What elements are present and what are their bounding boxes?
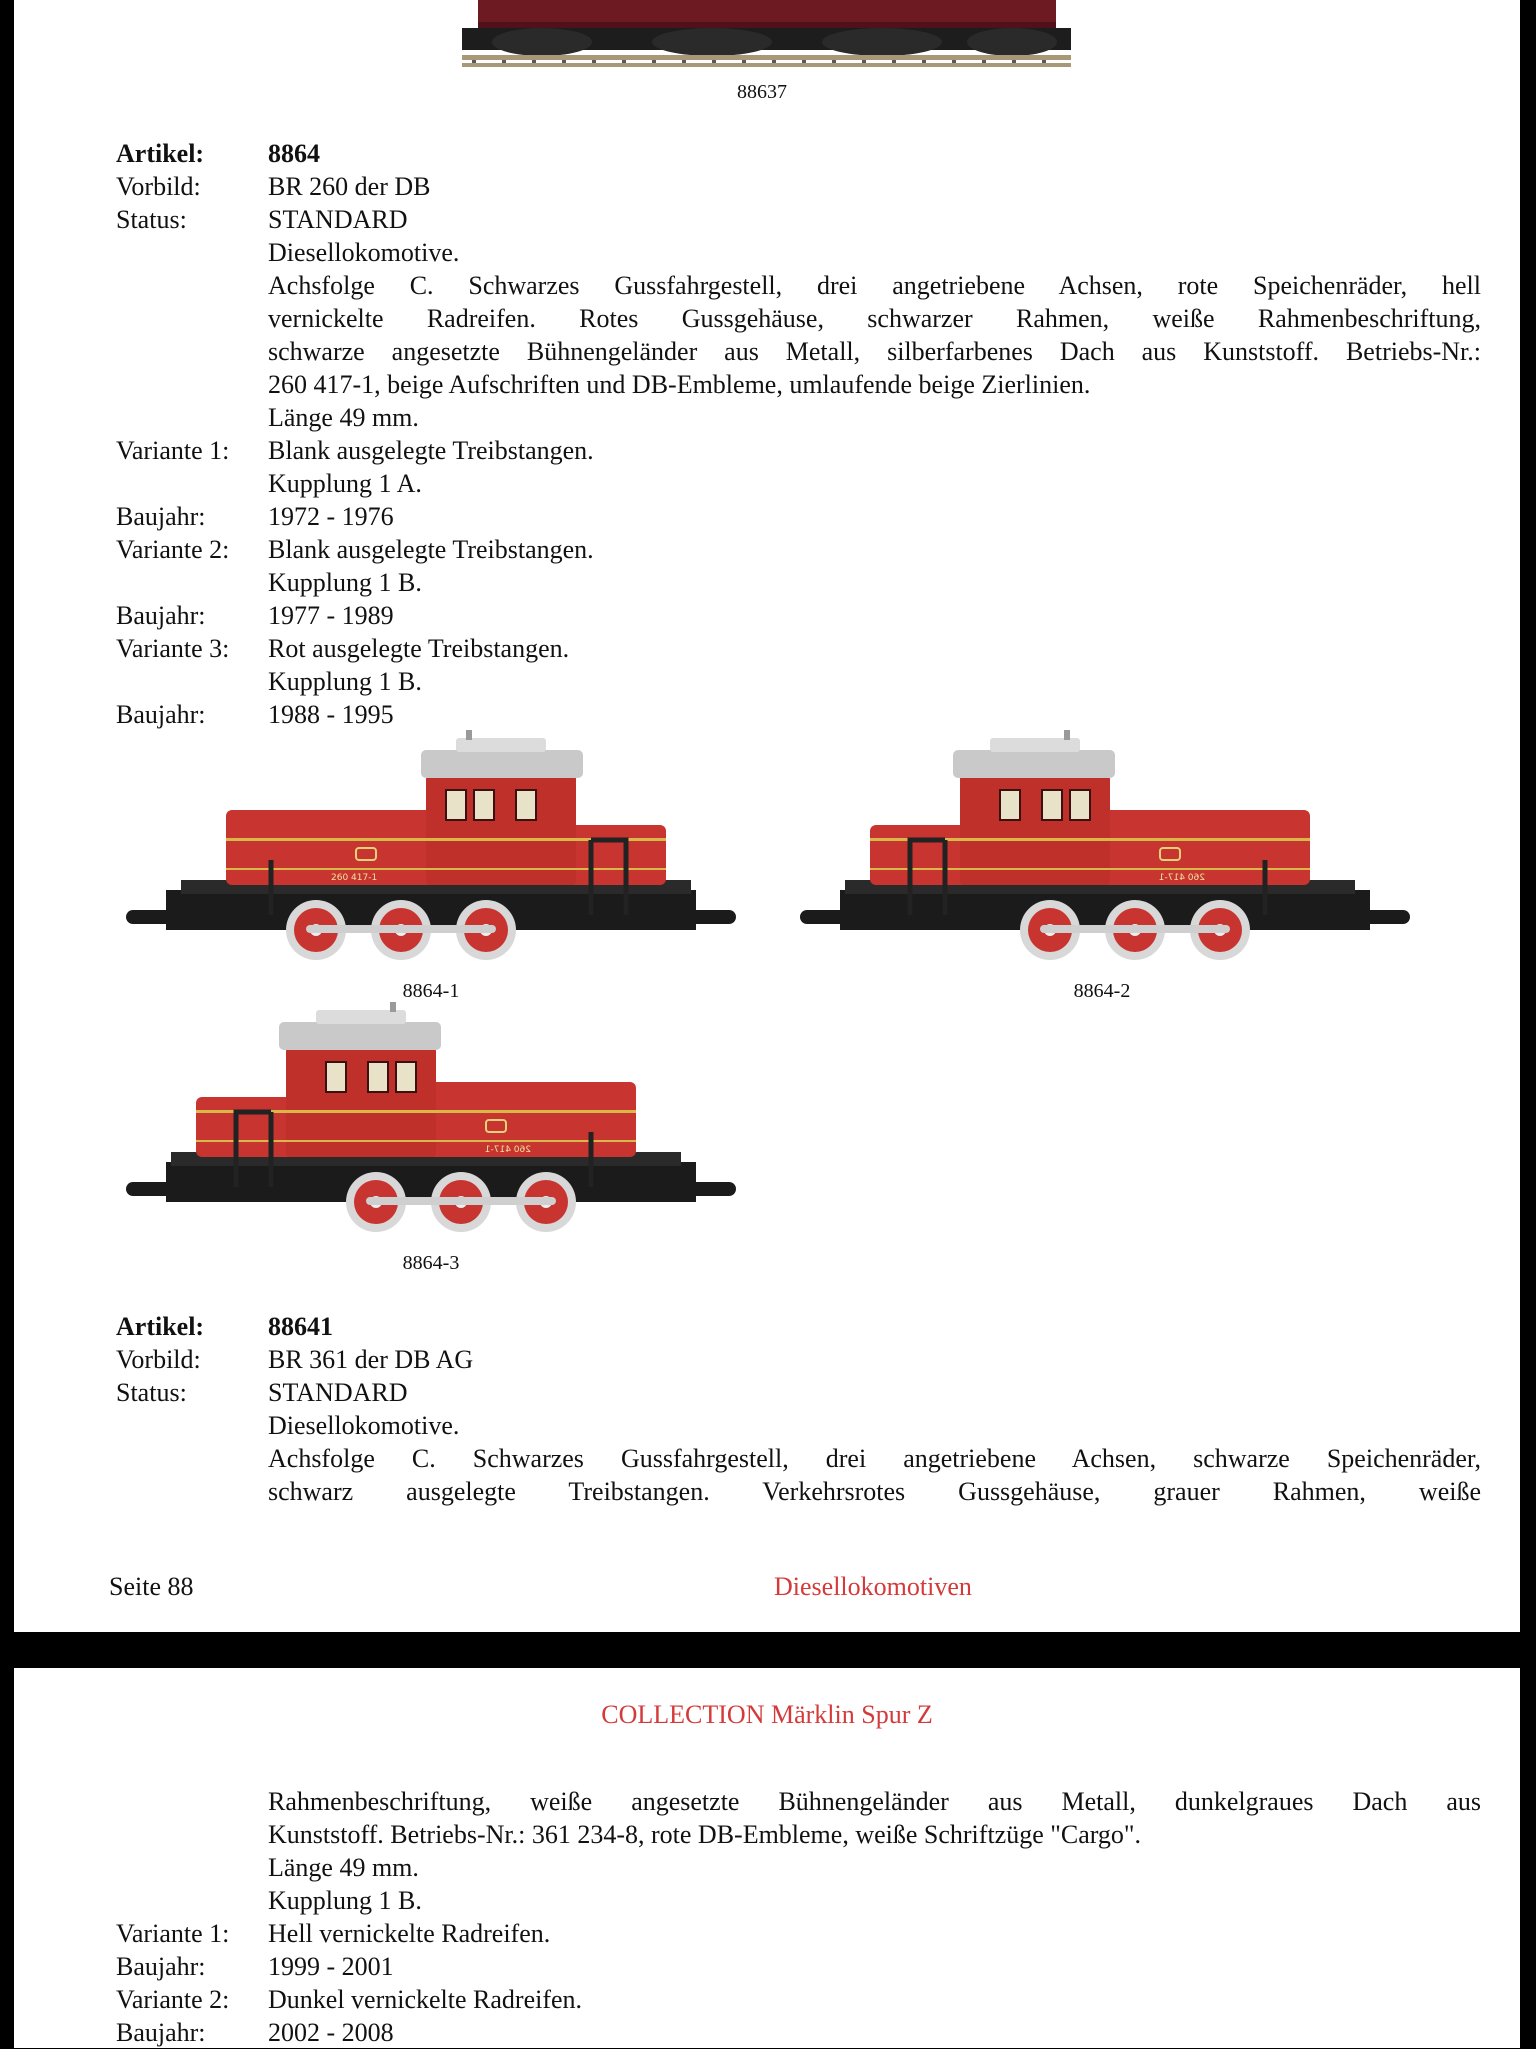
- variant-label: Variante 2:: [116, 535, 230, 564]
- image-caption: 88637: [737, 81, 787, 103]
- baujahr-value: 1977 - 1989: [268, 601, 394, 630]
- locomotive-image-88637: [462, 0, 1071, 78]
- baujahr-value: 1999 - 2001: [268, 1952, 394, 1981]
- baujahr-label: Baujahr:: [116, 601, 206, 630]
- status-label: Status:: [116, 1378, 187, 1407]
- locomotive-image-8864-3: [126, 1002, 736, 1247]
- vorbild-value: BR 260 der DB: [268, 172, 431, 201]
- variant-coupling: Kupplung 1 B.: [268, 667, 422, 696]
- section-title: Diesellokomotiven: [774, 1572, 972, 1601]
- baujahr-label: Baujahr:: [116, 502, 206, 531]
- variant-text: Rot ausgelegte Treibstangen.: [268, 634, 570, 663]
- vorbild-value: BR 361 der DB AG: [268, 1345, 474, 1374]
- description-line: Rahmenbeschriftung, weiße angesetzte Bühnengeländer aus Metall, dunkelgraues Dach aus: [268, 1787, 1481, 1816]
- locomotive-image-8864-2: [800, 730, 1410, 975]
- variant-coupling: Kupplung 1 A.: [268, 469, 422, 498]
- status-value: STANDARD: [268, 1378, 408, 1407]
- variant-coupling: Kupplung 1 B.: [268, 568, 422, 597]
- page-header: COLLECTION Märklin Spur Z: [601, 1700, 933, 1729]
- variant-label: Variante 2:: [116, 1985, 230, 2014]
- locomotive-type: Diesellokomotive.: [268, 238, 460, 267]
- variant-label: Variante 1:: [116, 1919, 230, 1948]
- locomotive-image-8864-1: [126, 730, 736, 975]
- vorbild-label: Vorbild:: [116, 1345, 201, 1374]
- image-caption: 8864-3: [402, 1252, 460, 1274]
- page-number: Seite 88: [109, 1572, 194, 1601]
- description-line: schwarze angesetzte Bühnengeländer aus Metall, silberfarbenes Dach aus Kunststoff. Betriebs-Nr.:: [268, 337, 1481, 366]
- image-caption: 8864-2: [1073, 980, 1131, 1002]
- locomotive-type: Diesellokomotive.: [268, 1411, 460, 1440]
- variant-text: Blank ausgelegte Treibstangen.: [268, 436, 594, 465]
- status-label: Status:: [116, 205, 187, 234]
- baujahr-label: Baujahr:: [116, 2018, 206, 2047]
- baujahr-value: 2002 - 2008: [268, 2018, 394, 2047]
- variant-text: Blank ausgelegte Treibstangen.: [268, 535, 594, 564]
- description-line: Achsfolge C. Schwarzes Gussfahrgestell, drei angetriebene Achsen, schwarze Speichenräder,: [268, 1444, 1481, 1473]
- baujahr-label: Baujahr:: [116, 700, 206, 729]
- variant-label: Variante 1:: [116, 436, 230, 465]
- length-text: Länge 49 mm.: [268, 403, 419, 432]
- image-caption: 8864-1: [402, 980, 460, 1002]
- artikel-number: 8864: [268, 139, 320, 168]
- variant-text: Hell vernickelte Radreifen.: [268, 1919, 551, 1948]
- length-text: Länge 49 mm.: [268, 1853, 419, 1882]
- description-line: 260 417-1, beige Aufschriften und DB-Embleme, umlaufende beige Zierlinien.: [268, 370, 1091, 399]
- baujahr-label: Baujahr:: [116, 1952, 206, 1981]
- artikel-number: 88641: [268, 1312, 333, 1341]
- variant-label: Variante 3:: [116, 634, 230, 663]
- description-line: schwarz ausgelegte Treibstangen. Verkehrsrotes Gussgehäuse, grauer Rahmen, weiße: [268, 1477, 1481, 1506]
- description-line: Kunststoff. Betriebs-Nr.: 361 234-8, rote DB-Embleme, weiße Schriftzüge "Cargo".: [268, 1820, 1142, 1849]
- coupling-text: Kupplung 1 B.: [268, 1886, 422, 1915]
- baujahr-value: 1972 - 1976: [268, 502, 394, 531]
- artikel-label: Artikel:: [116, 139, 205, 168]
- description-line: Achsfolge C. Schwarzes Gussfahrgestell, drei angetriebene Achsen, rote Speichenräder, hell: [268, 271, 1481, 300]
- catalog-page-88: [14, 0, 1520, 1632]
- variant-text: Dunkel vernickelte Radreifen.: [268, 1985, 583, 2014]
- status-value: STANDARD: [268, 205, 408, 234]
- description-line: vernickelte Radreifen. Rotes Gussgehäuse, schwarzer Rahmen, weiße Rahmenbeschriftung,: [268, 304, 1481, 333]
- catalog-page-89: [14, 1668, 1520, 2048]
- vorbild-label: Vorbild:: [116, 172, 201, 201]
- baujahr-value: 1988 - 1995: [268, 700, 394, 729]
- artikel-label: Artikel:: [116, 1312, 205, 1341]
